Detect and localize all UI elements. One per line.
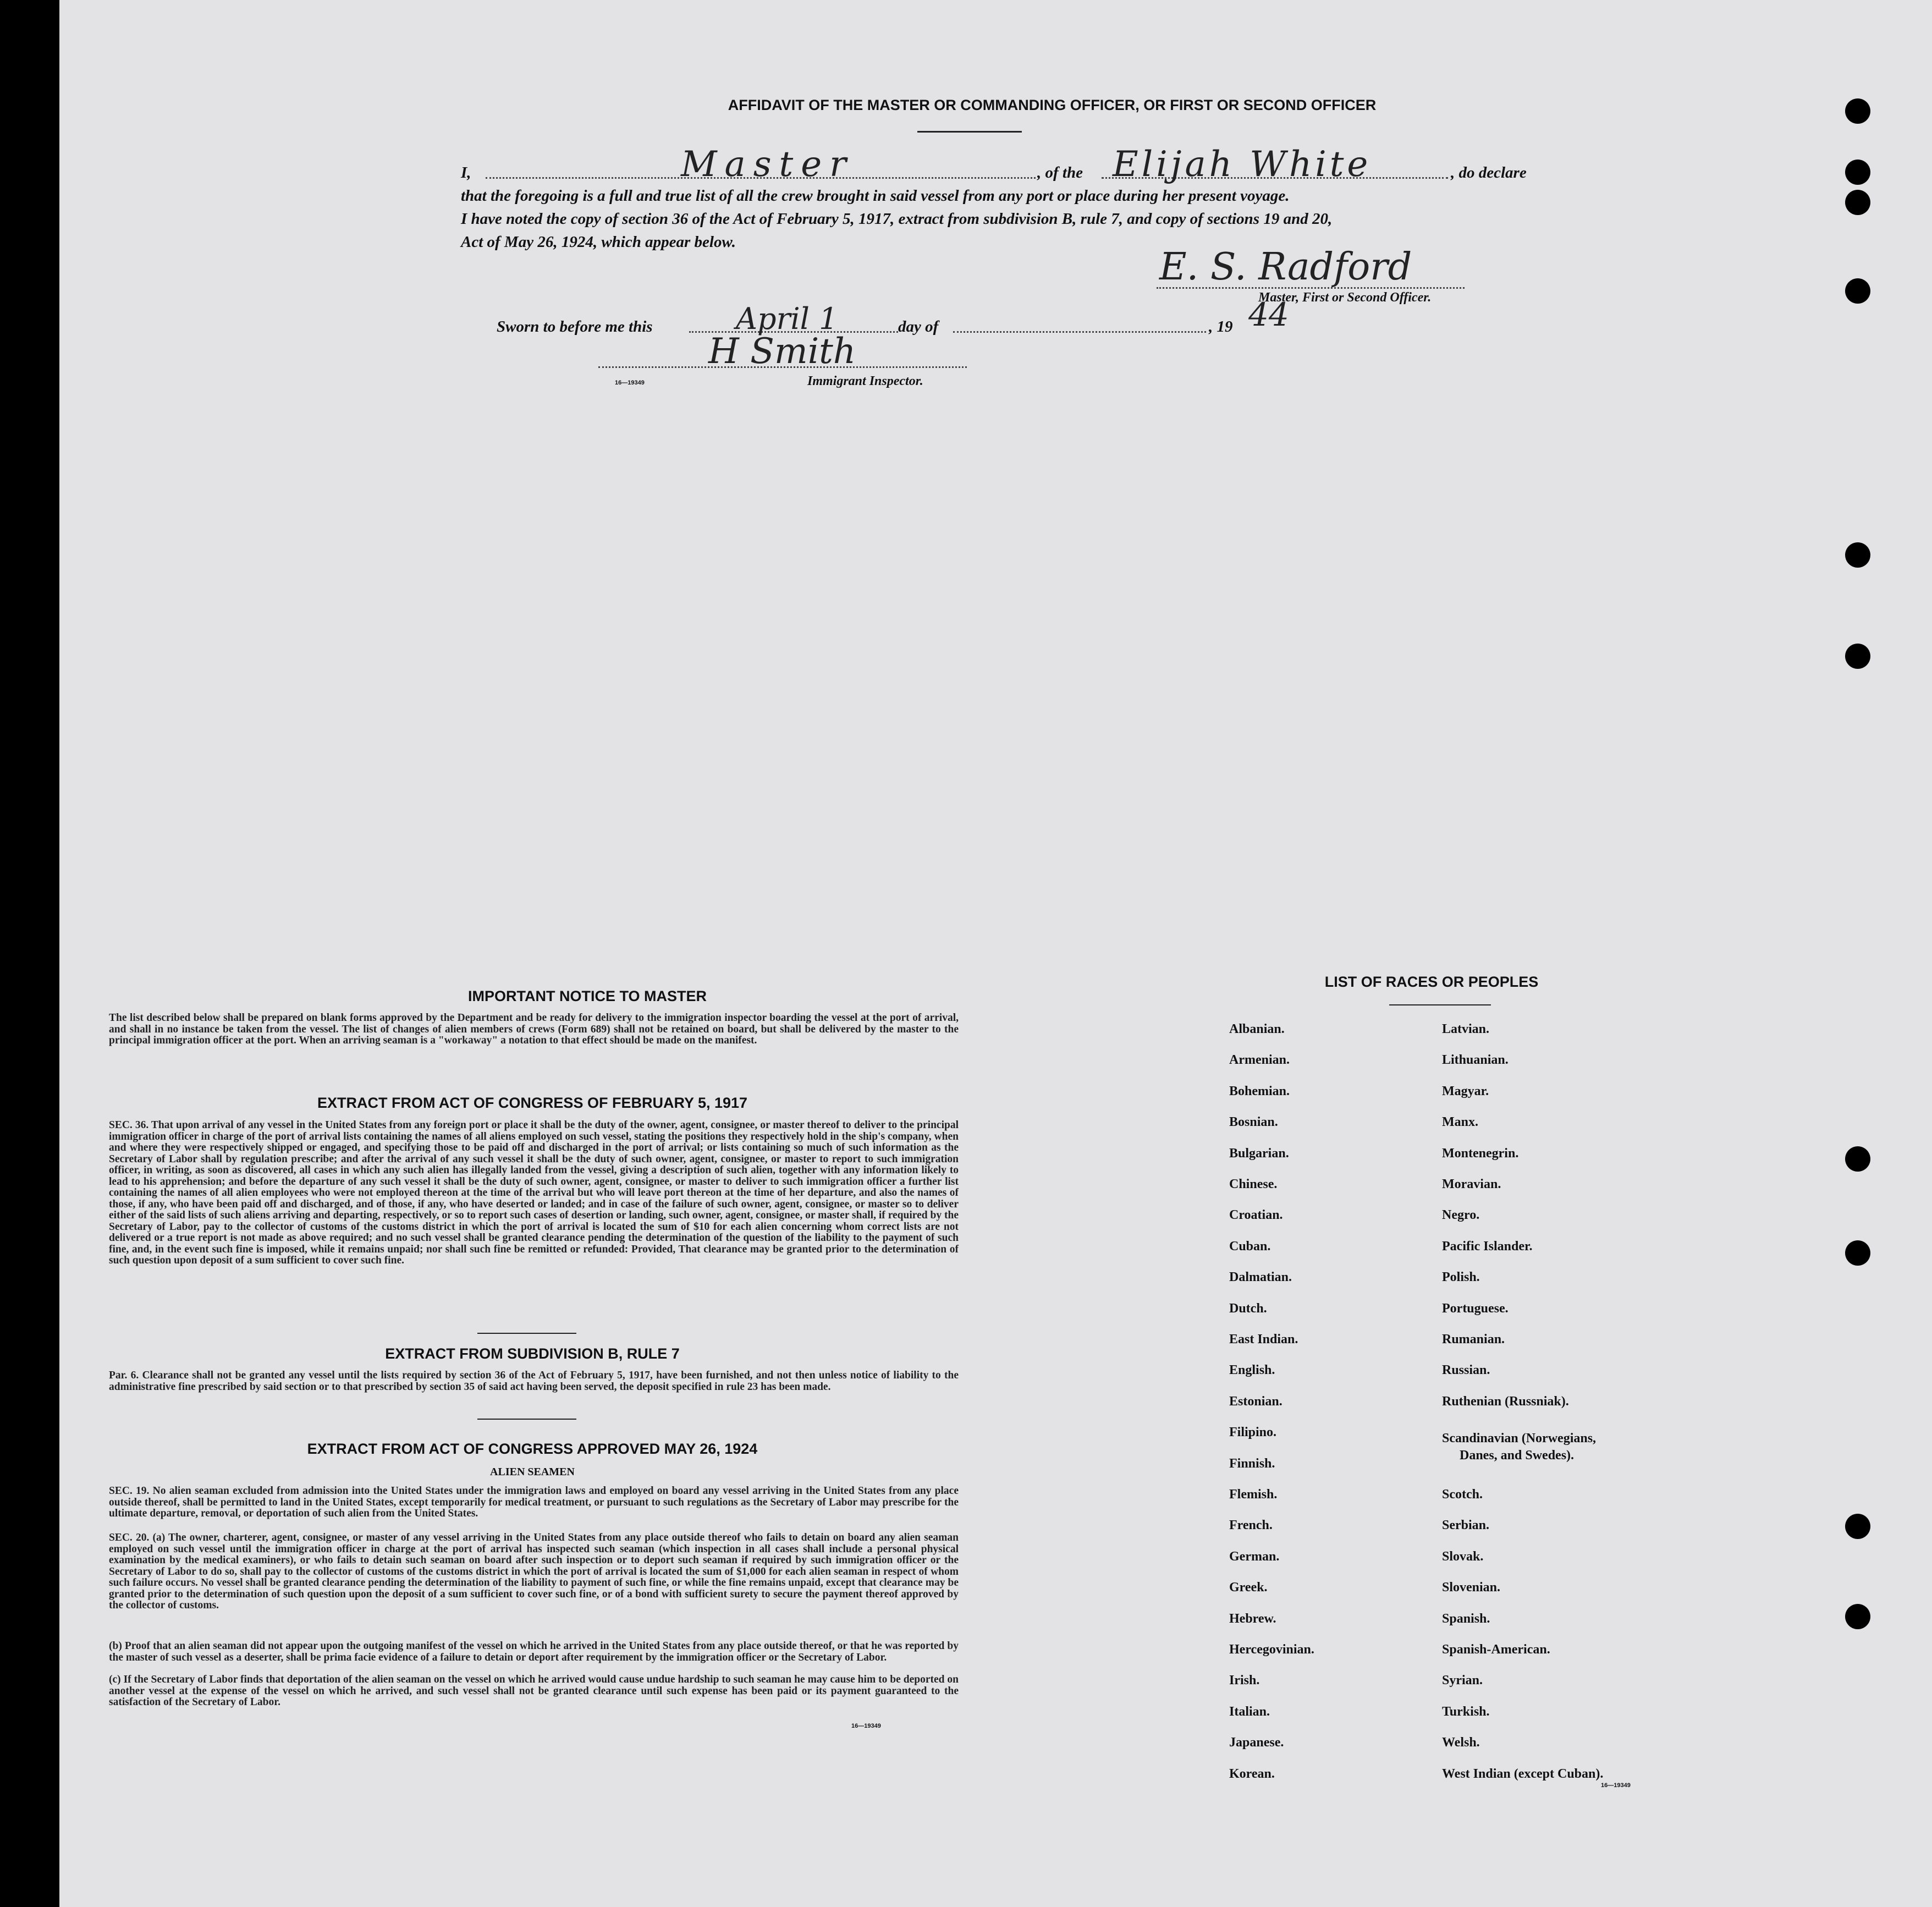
race-item: Bosnian. — [1229, 1115, 1278, 1129]
race-item: Greek. — [1229, 1580, 1268, 1595]
race-item: Filipino. — [1229, 1425, 1277, 1439]
sworn-day-handwritten: April 1 — [736, 301, 838, 336]
affidavit-line-4: Act of May 26, 1924, which appear below. — [461, 233, 736, 251]
divider — [917, 131, 1022, 133]
race-item: Irish. — [1229, 1673, 1260, 1688]
form-number: 16—19349 — [615, 380, 645, 386]
inspector-caption: Immigrant Inspector. — [807, 374, 923, 388]
race-item: Finnish. — [1229, 1457, 1275, 1471]
extract-rule7-body: Par. 6. Clearance shall not be granted any vessel until the lists required by section 36 of the Act of February 5, 1917, have been furnished, and not then unless notice of liability to the administrative fine prescribed by said section or to that prescribed by section 35 of said act having been served, the deposit specified in rule 23 has been made. — [109, 1370, 959, 1393]
race-item: Albanian. — [1229, 1022, 1285, 1036]
form-number: 16—19349 — [851, 1723, 881, 1729]
year-handwritten: 44 — [1248, 296, 1289, 333]
race-item: Serbian. — [1442, 1518, 1490, 1532]
punch-hole — [1845, 190, 1870, 215]
master-signature: E. S. Radford — [1159, 245, 1412, 289]
race-item: Croatian. — [1229, 1208, 1283, 1222]
affidavit-i-label: I, — [461, 164, 471, 182]
race-item: Slovak. — [1442, 1549, 1484, 1564]
race-item: Moravian. — [1442, 1177, 1501, 1191]
sworn-label: Sworn to before me this — [497, 318, 653, 336]
document-page — [59, 0, 1932, 1907]
notice-title: IMPORTANT NOTICE TO MASTER — [468, 988, 707, 1004]
extract-1924-sec20a: SEC. 20. (a) The owner, charterer, agent, consignee, or master of any vessel arriving in the United States from any place outside thereof who fails to detain on board any alien seaman employed on such vessel until the immigration officer in charge at the port of arrival has inspected such seaman (which inspection in all cases shall include a personal physical examination by the medical examiners), or who fails to detain such seaman on board after such inspection or to deport such seaman if required by such immigration officer or the Secretary of Labor to do so, shall pay to the collector of customs of the customs district in which the port of arrival is located the sum of $1,000 for each alien seaman in respect of whom such failure occurs. No vessel shall be granted clearance pending the determination of the liability to payment of such fine, or while the fine remains unpaid, except that clearance may be granted prior to the determination of such question upon the deposit of a sum sufficient to cover such fine, or of a bond with sufficient surety to secure the payment thereof approved by the collector of customs. — [109, 1532, 959, 1611]
extract-1924-sec20c: (c) If the Secretary of Labor finds that deportation of the alien seaman on the vessel on which he arrived would cause undue hardship to such seaman he may cause him to be deported on another vessel at the expense of the vessel on which he arrived, and such vessel shall not be granted clearance until such expense has been paid or its payment guaranteed to the satisfaction of the Secretary of Labor. — [109, 1674, 959, 1708]
punch-hole — [1845, 644, 1870, 669]
divider — [1389, 1004, 1491, 1005]
extract-rule7-title: EXTRACT FROM SUBDIVISION B, RULE 7 — [385, 1345, 680, 1362]
punch-hole — [1845, 98, 1870, 124]
race-item: Negro. — [1442, 1208, 1480, 1222]
race-item: Japanese. — [1229, 1735, 1284, 1750]
race-item: Turkish. — [1442, 1705, 1490, 1719]
race-item: Spanish. — [1442, 1612, 1490, 1626]
race-item: Bohemian. — [1229, 1084, 1290, 1098]
year-prefix: , 19 — [1209, 318, 1233, 336]
race-item: Spanish-American. — [1442, 1642, 1550, 1657]
race-item: Armenian. — [1229, 1053, 1290, 1067]
vessel-handwritten: Elijah White — [1113, 144, 1372, 185]
extract-1924-sec20b: (b) Proof that an alien seaman did not appear upon the outgoing manifest of the vessel on which he arrived in the United States from any place outside thereof, or that he was reported by the master of such vessel as a deserter, shall be prima facie evidence of a failure to detain or deport after requirement by the immigration officer or the Secretary of Labor. — [109, 1640, 959, 1663]
race-item: East Indian. — [1229, 1332, 1298, 1347]
extract-1924-sec19: SEC. 19. No alien seaman excluded from admission into the United States under the immigration laws and employed on board any vessel arriving in the United States from any place outside thereof, shall be permitted to land in the United States, except temporarily for medical treatment, or pursuant to such regulations as the Secretary of Labor may prescribe for the ultimate departure, removal, or deportation of such alien from the United States. — [109, 1485, 959, 1519]
punch-hole — [1845, 1146, 1870, 1172]
race-item: Cuban. — [1229, 1239, 1271, 1254]
of-the-label: , of the — [1037, 164, 1083, 182]
affidavit-line-3: I have noted the copy of section 36 of the Act of February 5, 1917, extract from subdivision B, rule 7, and copy of sections 19 and 20, — [461, 210, 1333, 228]
race-item: Slovenian. — [1442, 1580, 1501, 1595]
punch-hole — [1845, 1514, 1870, 1539]
punch-hole — [1845, 160, 1870, 185]
race-item: Dutch. — [1229, 1301, 1267, 1316]
race-item: Russian. — [1442, 1363, 1490, 1377]
declare-label: , do declare — [1451, 164, 1527, 182]
form-number: 16—19349 — [1601, 1782, 1631, 1789]
rank-handwritten: Master — [681, 144, 854, 185]
race-item: Welsh. — [1442, 1735, 1480, 1750]
punch-hole — [1845, 542, 1870, 568]
race-item: Syrian. — [1442, 1673, 1483, 1688]
month-line — [953, 331, 1206, 333]
race-item: West Indian (except Cuban). — [1442, 1767, 1604, 1781]
races-title: LIST OF RACES OR PEOPLES — [1324, 974, 1539, 990]
punch-hole — [1845, 278, 1870, 304]
race-item: Bulgarian. — [1229, 1146, 1289, 1161]
race-item: Flemish. — [1229, 1487, 1278, 1502]
race-item: Chinese. — [1229, 1177, 1278, 1191]
race-item: Latvian. — [1442, 1022, 1490, 1036]
extract-1917-body: SEC. 36. That upon arrival of any vessel in the United States from any foreign port or place it shall be the duty of the owner, agent, consignee, or master thereof to deliver to the principal immigration officer in charge of the port of arrival lists containing the names of all aliens employed on such vessel, stating the positions they respectively hold in the ship's company, when and where they were respectively shipped or engaged, and specifying those to be paid off and discharged in the port of arrival; or lists containing so much of such information as the Secretary of Labor shall by regulation prescribe; and after the arrival of any such vessel it shall be the duty of such owner, agent, consignee, or master to report to such immigration officer, in writing, as soon as discovered, all cases in which any such alien has illegally landed from the vessel, giving a description of such alien, together with any information likely to lead to his apprehension; and before the departure of any such vessel it shall be the duty of such owner, agent, consignee, or master to deliver to such immigration officer a further list containing the names of all alien employees who were not employed thereon at the time of the arrival but who will leave port thereon at the time of her departure, and also the names of those, if any, who have been paid off and discharged, and of those, if any, who have deserted or landed; and in case of the failure of such owner, agent, consignee, or master so to deliver either of the said lists of such aliens arriving and departing, respectively, or so to report such cases of desertion or landing, such owner, agent, consignee, or master shall, if required by the Secretary of Labor, pay to the collector of customs of the customs district in which the port of arrival is located the sum of $10 for each alien concerning whom correct lists are not delivered or a true report is not made as above required; and no such vessel shall be granted clearance pending the determination of the question of the liability to the payment of such fine, and, in the event such fine is imposed, while it remains unpaid; nor shall such fine be remitted or refunded: Provided, That clearance may be granted prior to the determination of such question upon deposit of a sum sufficient to cover such fine. — [109, 1119, 959, 1266]
race-item: French. — [1229, 1518, 1273, 1532]
signature-caption: Master, First or Second Officer. — [1258, 290, 1432, 305]
race-item: German. — [1229, 1549, 1280, 1564]
affidavit-title: AFFIDAVIT OF THE MASTER OR COMMANDING OFFICER, OR FIRST OR SECOND OFFICER — [728, 97, 1377, 113]
race-item: Rumanian. — [1442, 1332, 1505, 1347]
race-item: Pacific Islander. — [1442, 1239, 1533, 1254]
race-item: Hebrew. — [1229, 1612, 1276, 1626]
race-item: Italian. — [1229, 1705, 1270, 1719]
race-item: Ruthenian (Russniak). — [1442, 1394, 1569, 1409]
notice-body: The list described below shall be prepared on blank forms approved by the Department and be ready for delivery to the immigration inspector boarding the vessel at the port of arrival, and shall in no instance be taken from the vessel. The list of changes of alien members of crews (Form 689) shall not be retained on board, but shall be delivered by the master to the principal immigration officer at the port. When an arriving seaman is a "workaway" a notation to that effect should be made on the manifest. — [109, 1012, 959, 1046]
race-item: Korean. — [1229, 1767, 1275, 1781]
race-item: Scotch. — [1442, 1487, 1483, 1502]
affidavit-line-2: that the foregoing is a full and true list of all the crew brought in said vessel from any port or place during her present voyage. — [461, 187, 1290, 205]
race-item: Magyar. — [1442, 1084, 1489, 1098]
extract-1924-subtitle: ALIEN SEAMEN — [490, 1466, 575, 1478]
inspector-signature: H Smith — [708, 331, 856, 372]
race-item: Dalmatian. — [1229, 1270, 1292, 1284]
divider — [477, 1333, 576, 1334]
divider — [477, 1419, 576, 1420]
race-item: English. — [1229, 1363, 1275, 1377]
race-item: Manx. — [1442, 1115, 1478, 1129]
day-of-label: day of — [898, 318, 939, 336]
race-item: Portuguese. — [1442, 1301, 1509, 1316]
race-item: Polish. — [1442, 1270, 1480, 1284]
race-item: Hercegovinian. — [1229, 1642, 1314, 1657]
race-item: Lithuanian. — [1442, 1053, 1509, 1067]
race-item: Danes, and Swedes). — [1460, 1448, 1575, 1463]
punch-hole — [1845, 1604, 1870, 1629]
extract-1924-title: EXTRACT FROM ACT OF CONGRESS APPROVED MAY 26, 1924 — [307, 1441, 758, 1457]
punch-hole — [1845, 1240, 1870, 1266]
extract-1917-title: EXTRACT FROM ACT OF CONGRESS OF FEBRUARY 5, 1917 — [317, 1095, 748, 1111]
race-item: Scandinavian (Norwegians, — [1442, 1431, 1597, 1446]
race-item: Estonian. — [1229, 1394, 1283, 1409]
race-item: Montenegrin. — [1442, 1146, 1519, 1161]
